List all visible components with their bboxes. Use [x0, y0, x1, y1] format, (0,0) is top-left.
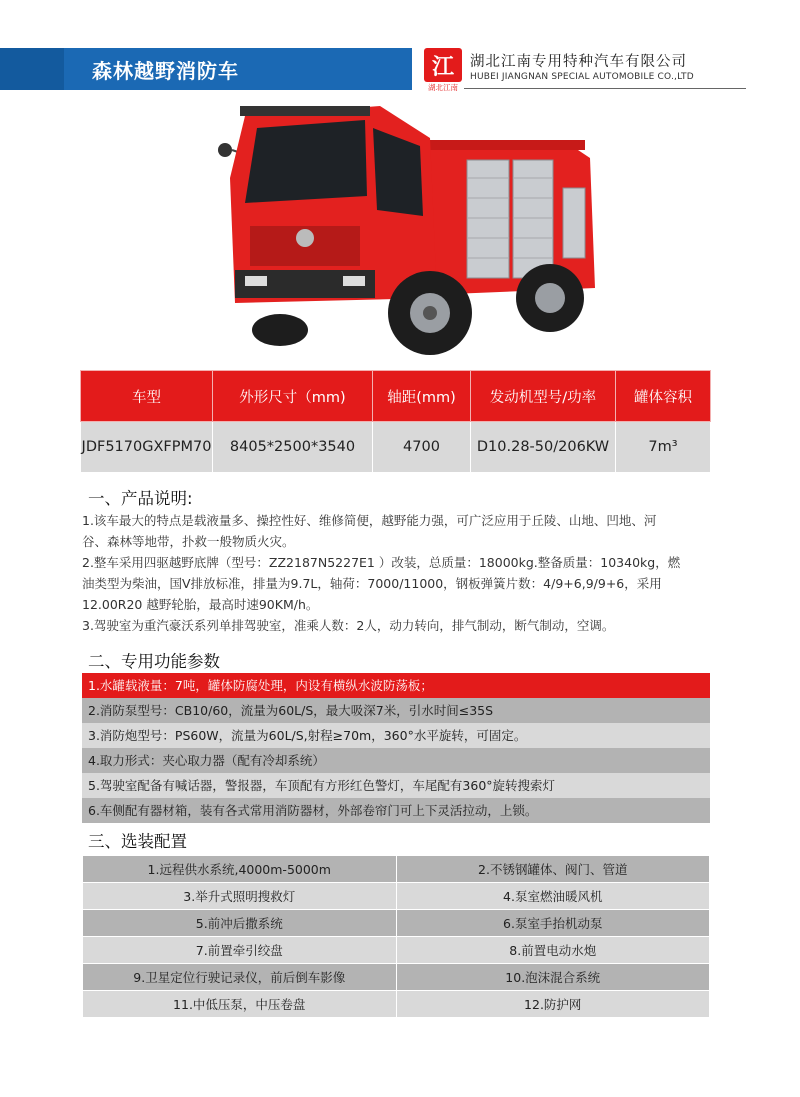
fire-truck-image — [205, 98, 605, 360]
spec-header-model: 车型 — [81, 371, 213, 422]
company-logo — [424, 48, 462, 92]
options-row — [83, 964, 710, 991]
spec-table-row — [81, 422, 711, 473]
option-cell: 11.中低压泵，中压卷盘 — [83, 991, 397, 1018]
option-cell: 10.泡沫混合系统 — [396, 964, 710, 991]
option-cell: 8.前置电动水炮 — [396, 937, 710, 964]
svg-text:江: 江 — [431, 55, 455, 80]
company-name-en: HUBEI JIANGNAN SPECIAL AUTOMOBILE CO.,LTD — [470, 72, 694, 82]
option-cell: 2.不锈钢罐体、阀门、管道 — [396, 856, 710, 883]
spec-table-header-row — [81, 371, 711, 422]
options-row — [83, 991, 710, 1018]
spec-header-dimensions: 外形尺寸（mm) — [213, 371, 373, 422]
section-options-heading: 三、选装配置 — [88, 832, 187, 851]
spec-engine: D10.28-50/206KW — [471, 422, 616, 473]
spec-tank-volume: 7m³ — [616, 422, 711, 473]
option-cell: 4.泵室燃油暖风机 — [396, 883, 710, 910]
header-divider — [464, 88, 746, 89]
section-product-description-heading: 一、产品说明: — [88, 489, 193, 508]
title-stripe — [0, 48, 64, 90]
description-line: 谷、森林等地带，扑救一般物质火灾。 — [82, 534, 295, 549]
page-title: 森林越野消防车 — [92, 59, 239, 83]
option-cell: 5.前冲后撒系统 — [83, 910, 397, 937]
options-table — [82, 855, 710, 1018]
option-cell: 7.前置牵引绞盘 — [83, 937, 397, 964]
option-cell: 6.泵室手抬机动泵 — [396, 910, 710, 937]
section-function-params-heading: 二、专用功能参数 — [88, 652, 220, 671]
spec-dimensions: 8405*2500*3540 — [213, 422, 373, 473]
options-row — [83, 883, 710, 910]
function-param-row: 1.水罐载液量：7吨，罐体防腐处理，内设有横纵水波防荡板； — [82, 673, 710, 698]
title-bar — [0, 48, 412, 90]
svg-text:湖北江南: 湖北江南 — [428, 83, 458, 92]
spec-wheelbase: 4700 — [373, 422, 471, 473]
spec-header-wheelbase: 轴距(mm) — [373, 371, 471, 422]
spec-table — [80, 370, 711, 473]
function-param-row: 5.驾驶室配备有喊话器，警报器，车顶配有方形红色警灯，车尾配有360°旋转搜索灯 — [82, 773, 710, 798]
description-line: 1.该车最大的特点是载液量多、操控性好、维修简便，越野能力强，可广泛应用于丘陵、山地、凹地、河 — [82, 513, 657, 528]
description-line: 3.驾驶室为重汽豪沃系列单排驾驶室，准乘人数：2人，动力转向，排气制动，断气制动，空调。 — [82, 618, 615, 633]
company-name-cn: 湖北江南专用特种汽车有限公司 — [470, 54, 687, 70]
spec-header-engine: 发动机型号/功率 — [471, 371, 616, 422]
option-cell: 1.远程供水系统,4000m-5000m — [83, 856, 397, 883]
options-row — [83, 910, 710, 937]
option-cell: 3.举升式照明搜救灯 — [83, 883, 397, 910]
spec-model: JDF5170GXFPM70 — [81, 422, 213, 473]
function-param-row: 6.车侧配有器材箱，装有各式常用消防器材，外部卷帘门可上下灵活拉动，上锁。 — [82, 798, 710, 823]
option-cell: 9.卫星定位行驶记录仪，前后倒车影像 — [83, 964, 397, 991]
function-param-row: 2.消防泵型号：CB10/60，流量为60L/S，最大吸深7米，引水时间≤35S — [82, 698, 710, 723]
description-line: 2.整车采用四驱越野底牌（型号：ZZ2187N5227E1 ）改装，总质量：18000kg.整备质量：10340kg，燃 — [82, 555, 681, 570]
description-line: 12.00R20 越野轮胎，最高时速90KM/h。 — [82, 597, 319, 612]
function-param-row: 4.取力形式：夹心取力器（配有冷却系统） — [82, 748, 710, 773]
description-line: 油类型为柴油，国V排放标准，排量为9.7L，轴荷：7000/11000，钢板弹簧片数：4/9+6,9/9+6，采用 — [82, 576, 662, 591]
options-row — [83, 856, 710, 883]
function-param-row: 3.消防炮型号：PS60W，流量为60L/S,射程≥70m，360°水平旋转，可固定。 — [82, 723, 710, 748]
spec-header-tank-volume: 罐体容积 — [616, 371, 711, 422]
product-description — [82, 510, 714, 636]
options-row — [83, 937, 710, 964]
option-cell: 12.防护网 — [396, 991, 710, 1018]
